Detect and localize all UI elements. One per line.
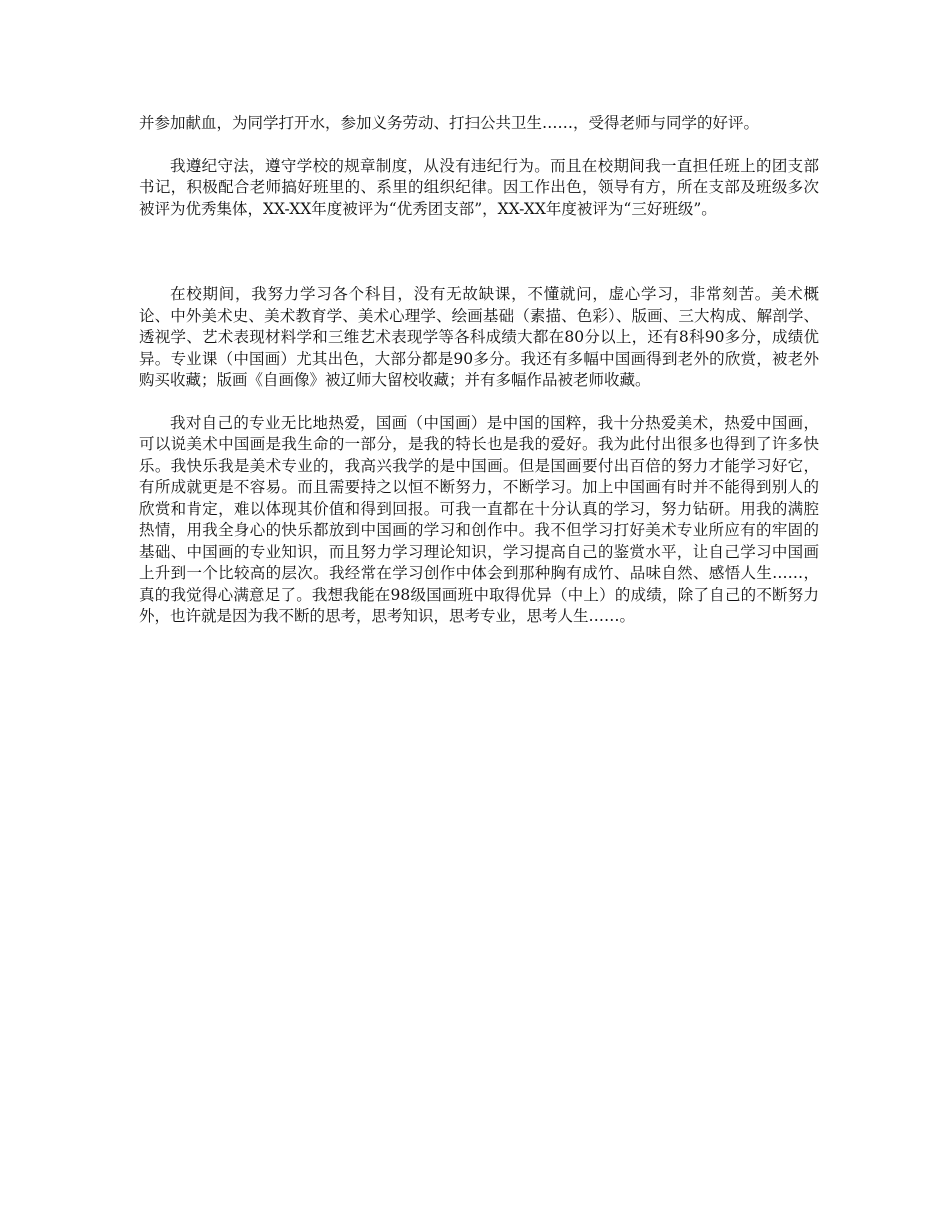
paragraph-discipline: 我遵纪守法，遵守学校的规章制度，从没有违纪行为。而且在校期间我一直担任班上的团支部书记，积极配合老师搞好班里的、系里的组织纪律。因工作出色，领导有方，所在支部及班级多次被评为优秀集体，XX-XX年度被评为“优秀团支部”，XX-XX年度被评为“三好班级”。 (139, 156, 819, 218)
paragraph-passion: 我对自己的专业无比地热爱，国画（中国画）是中国的国粹，我十分热爱美术，热爱中国画，可以说美术中国画是我生命的一部分，是我的特长也是我的爱好。我为此付出很多也得到了许多快乐。我快乐我是美术专业的，我高兴我学的是中国画。但是国画要付出百倍的努力才能学习好它，有所成就更是不容易。而且需要持之以恒不断努力，不断学习。加上中国画有时并不能得到别人的欣赏和肯定，难以体现其价值和得到回报。可我一直都在十分认真的学习，努力钻研。用我的满腔热情，用我全身心的快乐都放到中国画的学习和创作中。我不但学习打好美术专业所应有的牢固的基础、中国画的专业知识，而且努力学习理论知识，学习提高自己的鉴赏水平，让自己学习中国画上升到一个比较高的层次。我经常在学习创作中体会到那种胸有成竹、品味自然、感悟人生……，真的我觉得心满意足了。我想我能在98级国画班中取得优异（中上）的成绩，除了自己的不断努力外，也许就是因为我不断的思考，思考知识，思考专业，思考人生……。 (139, 413, 819, 625)
paragraph-studies: 在校期间，我努力学习各个科目，没有无故缺课，不懂就问，虚心学习，非常刻苦。美术概论、中外美术史、美术教育学、美术心理学、绘画基础（素描、色彩）、版画、三大构成、解剖学、透视学、艺术表现材料学和三维艺术表现学等各科成绩大都在80分以上，还有8科90多分，成绩优异。专业课（中国画）尤其出色，大部分都是90多分。我还有多幅中国画得到老外的欣赏，被老外购买收藏；版画《自画像》被辽师大留校收藏；并有多幅作品被老师收藏。 (139, 285, 819, 389)
document-body (139, 113, 819, 628)
paragraph-spacer (139, 135, 819, 156)
paragraph-continued: 并参加献血，为同学打开水，参加义务劳动、打扫公共卫生……，受得老师与同学的好评。 (139, 114, 760, 132)
paragraph-spacer (139, 392, 819, 413)
paragraph-spacer (139, 220, 819, 284)
